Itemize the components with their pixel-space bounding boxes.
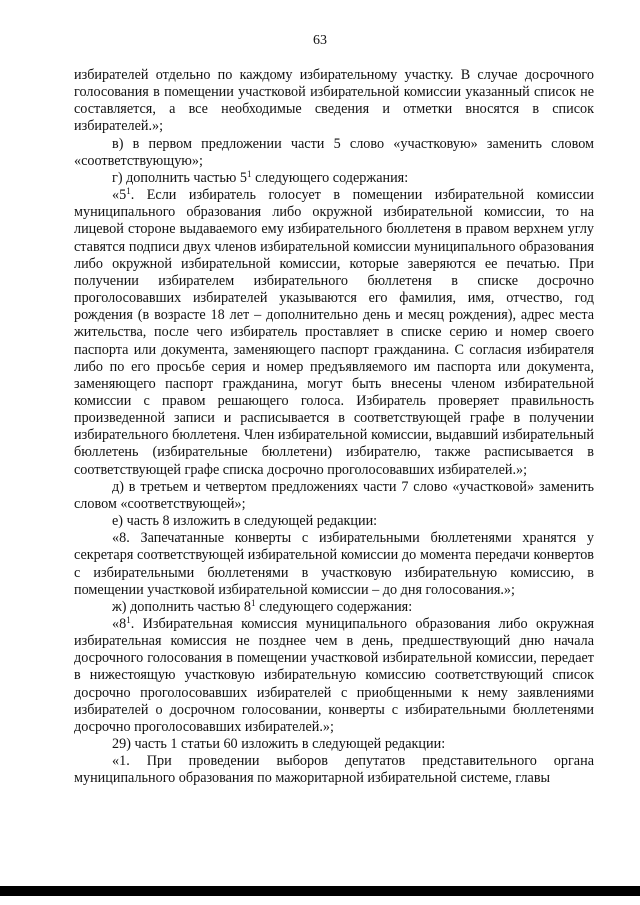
paragraph-item-g-text: г) дополнить частью 5 (112, 169, 248, 186)
paragraph-item-g (74, 170, 594, 187)
superscript: 1 (126, 615, 131, 625)
paragraph-part-8: «8. Запечатанные конверты с избирательными бюллетенями хранятся у секретаря соответствующей избирательной комиссии до момента передачи конвертов с избирательными бюллетенями в участковую избирательную комиссию, в помещении участковой избирательной комиссии – до дня голосования.»; (74, 530, 594, 598)
paragraph-item-zh-text-end: следующего содержания: (255, 598, 413, 615)
superscript: 1 (126, 186, 131, 197)
paragraph-item-zh (74, 599, 594, 616)
paragraph-part-1: «1. При проведении выборов депутатов представительного органа муниципального образования по мажоритарной избирательной системе, главы (74, 753, 594, 787)
page-number: 63 (313, 33, 327, 48)
paragraph-item-d: д) в третьем и четвертом предложениях части 7 слово «участковой» заменить словом «соответствующей»; (74, 478, 594, 512)
paragraph-part-5-1-text: . Если избиратель голосует в помещении избирательной комиссии муниципального образования либо окружной избирательной комиссии, то на лицевой стороне выдаваемого ему избирательного бюллетеня в правом верхнем углу ставятся подписи двух членов избирательной комиссии муниципального образования либо окружной избирательной комиссии, которые заверяются ее печатью. При получении избирателем избирательного бюллетеня в списке досрочно проголосовавших избирателей указываются его фамилия, имя, отчество, год рождения (в возрасте 18 лет – дополнительно день и месяц рождения), адрес места жительства, после чего избиратель проставляет в списке серию и номер своего паспорта или документа, заменяющего паспорт гражданина. С согласия избирателя либо по его просьбе серия и номер предъявляемого им паспорта или документа, заменяющего паспорт гражданина, могут быть внесены членом избирательной комиссии с правом решающего голоса. Избиратель проверяет правильность произведенной записи и расписывается в соответствующей графе в получении избирательного бюллетеня. Член избирательной комиссии, выдавший избирательный бюллетень (избирательные бюллетени) избирателю, также расписывается в соответствующей графе списка досрочно проголосовавших избирателей.»; (74, 187, 594, 478)
superscript: 1 (247, 168, 252, 179)
paragraph-item-29: 29) часть 1 статьи 60 изложить в следующей редакции: (112, 736, 446, 753)
document-body (74, 67, 594, 788)
paragraph-item-v: в) в первом предложении части 5 слово «участковую» заменить словом «соответствующую»; (74, 135, 594, 169)
paragraph-part-5-1 (74, 187, 594, 479)
paragraph-part-8-1 (74, 616, 594, 736)
paragraph-item-zh-text: ж) дополнить частью 8 (112, 598, 252, 615)
paragraph-continuation: избирателей отдельно по каждому избирательному участку. В случае досрочного голосования в помещении участковой избирательной комиссии указанный список не составляется, а все необходимые сведения и отметки вносятся в список избирателей.»; (74, 67, 594, 135)
paragraph-item-g-text-end: следующего содержания: (251, 169, 409, 186)
paragraph-item-e: е) часть 8 изложить в следующей редакции: (112, 513, 378, 530)
paragraph-part-5-1-start: «5 (112, 187, 127, 204)
paragraph-part-8-1-start: «8 (112, 616, 127, 632)
paragraph-part-8-1-text: . Избирательная комиссия муниципального образования либо окружная избирательная комиссия не позднее чем в день, предшествующий дню начала досрочного голосования в помещении участковой избирательной комиссии, передает в нижестоящую участковую избирательную комиссию соответствующий список досрочно проголосовавших избирателей с приобщенными к нему заявлениями избирателей о досрочном голосовании, конверты с избирательными бюллетенями досрочно проголосовавших избирателей.»; (74, 616, 594, 735)
superscript: 1 (251, 597, 256, 608)
bottom-border-line (0, 886, 640, 896)
